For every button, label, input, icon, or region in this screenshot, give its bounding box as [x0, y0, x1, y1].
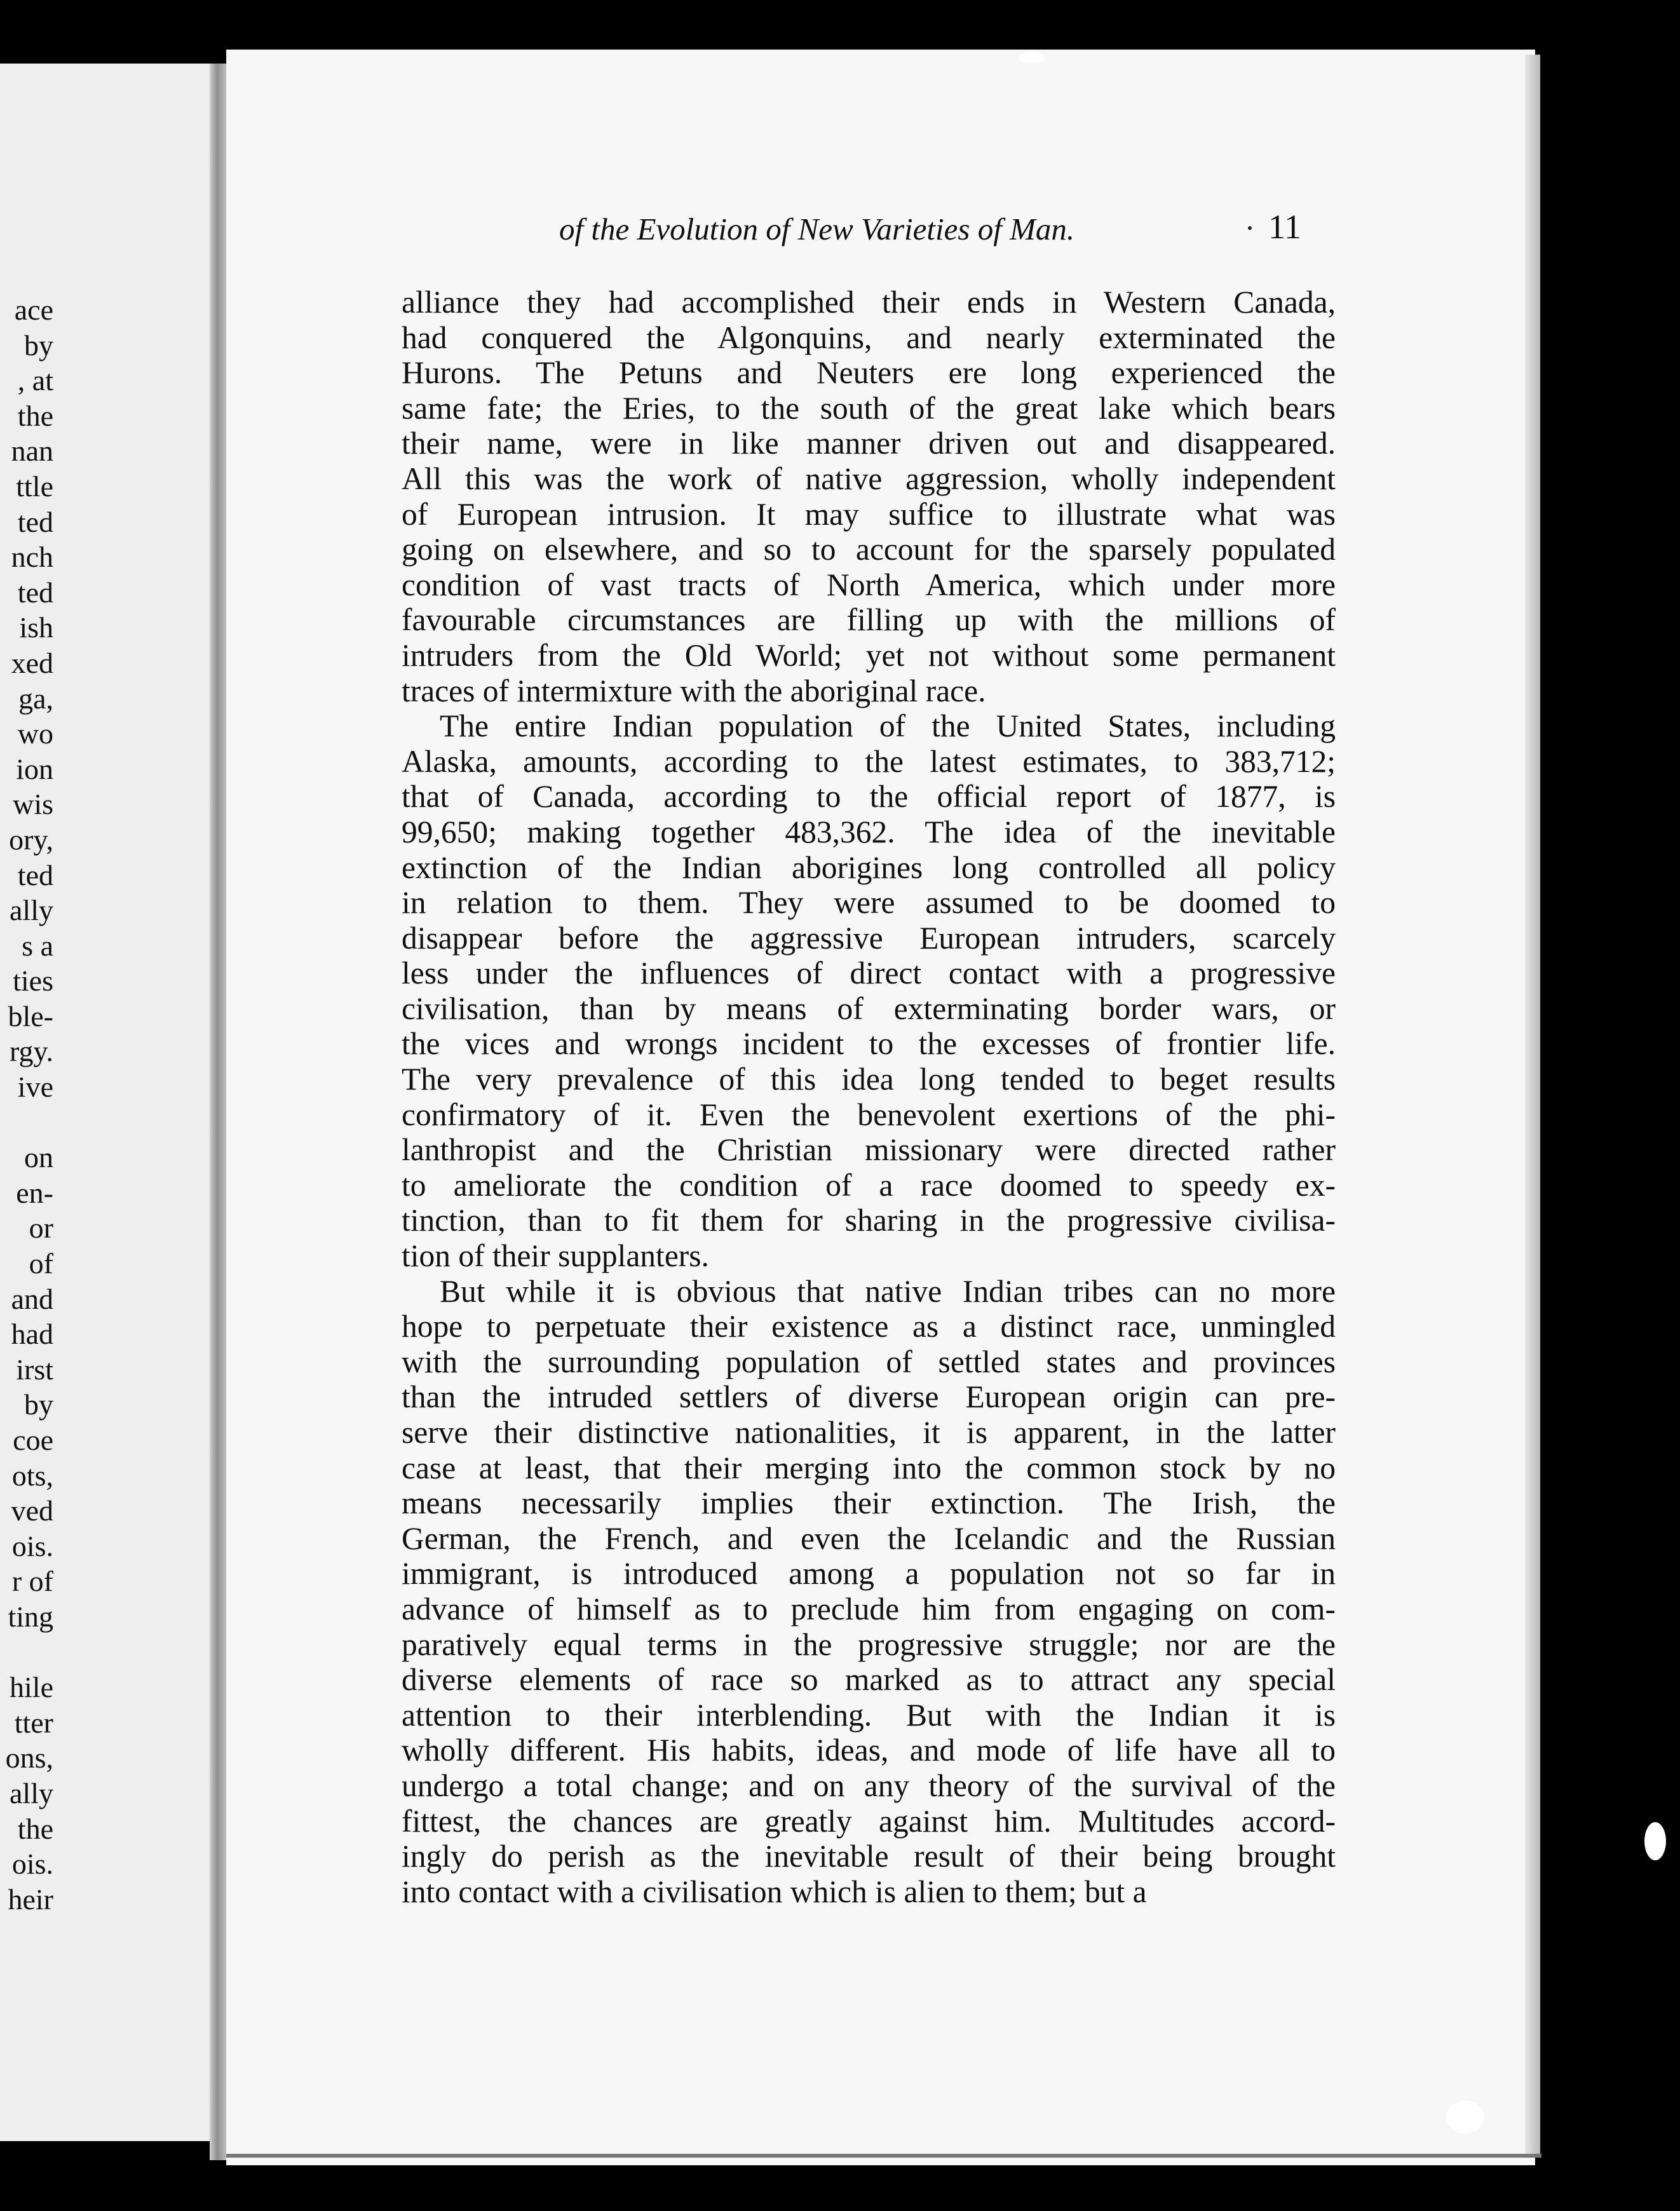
left-fragment: the	[17, 1812, 53, 1845]
page-edge-shadow	[1525, 55, 1540, 2158]
left-fragment: tter	[14, 1706, 53, 1739]
left-fragment: nan	[11, 435, 53, 468]
left-fragment: ois.	[11, 1848, 53, 1881]
text-line: fittest, the chances are greatly against him. Multitudes accord-	[402, 1803, 1336, 1839]
text-line: had conquered the Algonquins, and nearly exterminated the	[402, 320, 1336, 355]
scan-speck	[1446, 2100, 1484, 2133]
text-line: less under the influences of direct contact with a progressive	[402, 956, 1336, 991]
left-fragment: ois.	[11, 1529, 53, 1562]
scan-dot	[1248, 226, 1252, 230]
left-fragment: coe	[13, 1424, 53, 1456]
text-line: going on elsewhere, and so to account for the sparsely populated	[402, 532, 1336, 567]
text-line: Hurons. The Petuns and Neuters ere long experienced the	[402, 355, 1336, 391]
text-line: hope to perpetuate their existence as a distinct race, unmingled	[402, 1309, 1336, 1344]
left-fragment: of	[29, 1247, 53, 1280]
left-fragment: nch	[11, 541, 53, 574]
left-fragment: ting	[8, 1600, 53, 1633]
left-fragment: ory,	[9, 823, 53, 856]
text-line: tion of their supplanters.	[402, 1238, 709, 1274]
left-fragment: ion	[16, 752, 53, 785]
left-fragment: ties	[13, 964, 53, 997]
left-fragment: by	[24, 1388, 53, 1421]
left-fragment: wo	[17, 717, 53, 750]
text-line: their name, were in like manner driven out and disappeared.	[402, 426, 1336, 461]
left-fragment: ga,	[18, 682, 53, 715]
text-line: disappear before the aggressive European intruders, scarcely	[402, 920, 1336, 956]
left-fragment: irst	[16, 1353, 53, 1386]
left-fragment: ally	[10, 1776, 53, 1809]
body-text	[402, 285, 1336, 1909]
scan-speck	[1019, 52, 1045, 64]
left-fragment: , at	[17, 364, 53, 397]
text-line: condition of vast tracts of North America, which under more	[402, 567, 1336, 602]
text-line: traces of intermixture with the aboriginal race.	[402, 673, 986, 708]
text-line: advance of himself as to preclude him from engaging on com-	[402, 1591, 1336, 1626]
text-line: diverse elements of race so marked as to attract any special	[402, 1662, 1336, 1698]
text-line: the vices and wrongs incident to the excesses of frontier life.	[402, 1026, 1336, 1062]
left-fragment: r of	[11, 1565, 53, 1598]
left-fragment: en-	[16, 1176, 53, 1209]
text-line: lanthropist and the Christian missionary were directed rather	[402, 1132, 1336, 1168]
text-line: intruders from the Old World; yet not without some permanent	[402, 637, 1336, 673]
page-number: 11	[1268, 208, 1301, 246]
text-line: that of Canada, according to the official report of 1877, is	[402, 779, 1336, 815]
left-fragment: ved	[11, 1494, 53, 1527]
left-fragment: ted	[17, 858, 53, 891]
left-fragment: ted	[17, 576, 53, 609]
text-line: serve their distinctive nationalities, it is apparent, in the latter	[402, 1415, 1336, 1450]
left-fragment: xed	[11, 646, 53, 679]
text-line: case at least, that their merging into the common stock by no	[402, 1450, 1336, 1485]
left-fragment: heir	[8, 1883, 53, 1916]
left-fragment: s a	[22, 929, 53, 962]
text-line: attention to their interblending. But with the Indian it is	[402, 1697, 1336, 1733]
left-page-text-fragments	[0, 292, 53, 1917]
fragment-gap	[0, 1105, 53, 1140]
text-line: to ameliorate the condition of a race doomed to speedy ex-	[402, 1167, 1336, 1203]
text-line: ingly do perish as the inevitable result of their being brought	[402, 1839, 1336, 1874]
text-line: tinction, than to fit them for sharing in the progressive civilisa-	[402, 1203, 1336, 1238]
text-line: All this was the work of native aggression, wholly independent	[402, 461, 1336, 496]
text-line: favourable circumstances are filling up with the millions of	[402, 602, 1336, 638]
left-fragment: on	[24, 1141, 53, 1174]
text-line: confirmatory of it. Even the benevolent exertions of the phi-	[402, 1097, 1336, 1132]
text-line: alliance they had accomplished their ends in Western Canada,	[402, 285, 1336, 320]
text-line: with the surrounding population of settled states and provinces	[402, 1344, 1336, 1379]
text-line: 99,650; making together 483,362. The idea of the inevitable	[402, 814, 1336, 849]
text-line: The entire Indian population of the United States, including	[440, 708, 1336, 744]
left-fragment: ttle	[16, 470, 53, 503]
text-line: German, the French, and even the Icelandic and the Russian	[402, 1520, 1336, 1556]
text-line: extinction of the Indian aborigines long controlled all policy	[402, 849, 1336, 885]
text-line: means necessarily implies their extinction. The Irish, the	[402, 1485, 1336, 1521]
left-fragment: had	[11, 1318, 53, 1351]
text-line: immigrant, is introduced among a population not so far in	[402, 1556, 1336, 1592]
fragment-gap	[0, 1635, 53, 1670]
text-line: in relation to them. They were assumed to be doomed to	[402, 885, 1336, 921]
left-fragment: ons,	[5, 1741, 53, 1775]
scan-speck	[1644, 1822, 1666, 1860]
bottom-edge-line	[226, 2154, 1541, 2158]
text-line: Alaska, amounts, according to the latest estimates, to 383,712;	[402, 743, 1336, 779]
left-fragment: ive	[17, 1071, 53, 1104]
text-line: The very prevalence of this idea long tended to beget results	[402, 1062, 1336, 1097]
text-line: civilisation, than by means of exterminating border wars, or	[402, 991, 1336, 1026]
left-fragment: by	[24, 328, 53, 362]
book-gutter	[210, 64, 226, 2160]
left-fragment: wis	[13, 788, 53, 821]
text-line: same fate; the Eries, to the south of the great lake which bears	[402, 390, 1336, 426]
running-head: of the Evolution of New Varieties of Man.	[559, 212, 1075, 247]
text-line: into contact with a civilisation which is alien to them; but a	[402, 1874, 1147, 1909]
text-line: paratively equal terms in the progressive struggle; nor are the	[402, 1626, 1336, 1662]
left-fragment: and	[11, 1282, 53, 1315]
left-fragment: the	[17, 399, 53, 432]
left-fragment: ace	[14, 294, 53, 326]
text-line: than the intruded settlers of diverse European origin can pre-	[402, 1379, 1336, 1415]
text-line: But while it is obvious that native Indian tribes can no more	[440, 1273, 1336, 1309]
left-fragment: rgy.	[10, 1035, 53, 1068]
text-line: wholly different. His habits, ideas, and mode of life have all to	[402, 1733, 1336, 1768]
left-fragment: or	[29, 1212, 53, 1245]
left-fragment: hile	[10, 1671, 53, 1704]
text-line: undergo a total change; and on any theory of the survival of the	[402, 1768, 1336, 1803]
left-fragment: ble-	[8, 999, 53, 1032]
left-fragment: ots,	[11, 1459, 53, 1492]
text-line: of European intrusion. It may suffice to illustrate what was	[402, 496, 1336, 532]
left-fragment: ish	[19, 611, 53, 644]
left-fragment: ally	[10, 894, 53, 927]
left-fragment: ted	[17, 505, 53, 538]
